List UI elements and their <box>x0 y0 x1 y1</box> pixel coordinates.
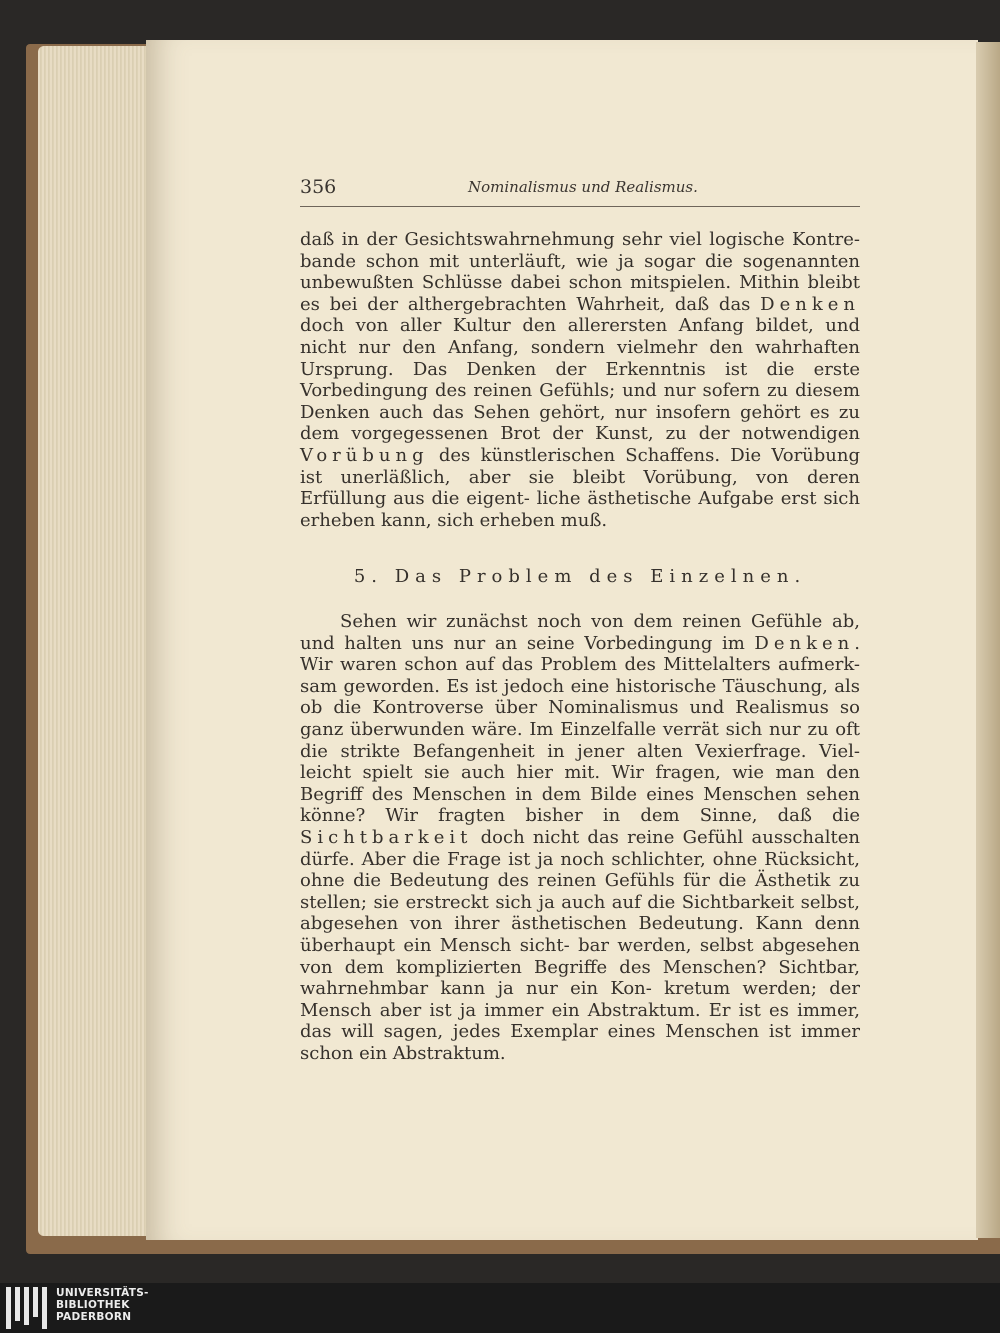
text-line: Brot der Kunst, zu der notwendigen <box>500 423 861 445</box>
text-line: doch nicht das reine Gefühl ausschalten dürfe. Aber die Frage <box>300 826 860 870</box>
text-line: des Menschen in dem Bilde eines Menschen sehen könne? <box>300 783 860 827</box>
paragraph-2 <box>300 611 860 1064</box>
emphasis-denken: Denken <box>754 632 855 654</box>
text-line: unbewußten Schlüsse dabei schon mitspielen. Mithin bleibt <box>300 272 860 294</box>
emphasis-denken: Denken <box>760 293 860 315</box>
text-line: Sehen gehört, nur insofern gehört es zu dem vorgegessenen <box>300 401 861 445</box>
text-line: leicht spielt sie auch hier mit. Wir fragen, wie man den Begriff <box>300 762 860 805</box>
library-logo-icon <box>6 1287 50 1329</box>
page-header <box>300 176 860 207</box>
text-line: als ob die Kontroverse über Nominalismus und Realismus <box>300 675 860 719</box>
text-line: sich ja auch auf die Sichtbarkeit selbst, abgesehen von ihrer <box>300 891 860 935</box>
emphasis-sichtbarkeit: Sichtbarkeit <box>300 826 473 848</box>
text-line: sam geworden. Es ist jedoch eine historische Täuschung, <box>300 675 828 697</box>
library-logo-text <box>56 1287 149 1323</box>
text-line: Das Denken der Erkenntnis ist die erste Vorbedingung des <box>300 358 860 402</box>
text-line: liche ästhetische Aufgabe erst sich erheben kann, sich erheben <box>300 488 860 531</box>
text-line: künstlerischen Schaffens. Die Vorübung ist unerläßlich, <box>300 444 860 488</box>
logo-line: PADERBORN <box>56 1311 132 1323</box>
page-number: 356 <box>300 176 337 198</box>
text-line: des Menschen? Sichtbar, wahrnehmbar kann ja nur ein Kon- <box>300 956 860 1000</box>
text-line: ist immer schon ein Abstraktum. <box>300 1021 860 1064</box>
text-line: des <box>428 444 471 466</box>
text-line: aber sie bleibt Vorübung, von deren Erfüllung aus die eigent- <box>300 466 861 510</box>
page-right-edge <box>976 42 1000 1238</box>
text-line: Wir waren schon auf das Problem des Mittelalters aufmerk- <box>300 654 860 676</box>
text-line: doch von aller Kultur den allerersten Anfang bildet, und nicht <box>300 315 860 358</box>
text-line: und halten uns nur an seine Vorbedingung im <box>300 632 755 654</box>
text-line: nur den Anfang, sondern vielmehr den wahrhaften Ursprung. <box>300 336 860 380</box>
text-line: bar werden, selbst abgesehen von dem komplizierten Begriffe <box>300 934 860 978</box>
text-line: so ganz überwunden wäre. Im Einzelfalle verrät sich nur zu <box>300 697 860 740</box>
text-line: es bei der althergebrachten Wahrheit, daß das <box>300 293 761 315</box>
text-line: Wir fragten bisher in dem Sinne, daß die <box>385 805 860 827</box>
text-line: ästhetischen Bedeutung. Kann denn überhaupt ein Mensch sicht- <box>300 913 860 956</box>
text-line: muß. <box>560 509 608 531</box>
emphasis-voruebung: Vorübung <box>300 444 429 466</box>
library-footer <box>0 1283 1000 1333</box>
text-line: ist ja noch schlichter, ohne Rücksicht, ohne die Bedeutung <box>300 848 860 892</box>
text-line: . <box>854 632 860 654</box>
text-line: bande schon mit unterläuft, wie ja sogar die sogenannten <box>300 250 860 272</box>
text-line: des reinen Gefühls für die Ästhetik zu stellen; sie erstreckt <box>300 870 860 913</box>
logo-line: UNIVERSITÄTS- <box>56 1287 149 1299</box>
paragraph-1 <box>300 229 860 531</box>
text-line: Er ist es immer, das will sagen, jedes Exemplar eines Menschen <box>300 999 860 1043</box>
logo-line: BIBLIOTHEK <box>56 1299 130 1311</box>
text-line: oft die strikte Befangenheit in jener alten Vexierfrage. Viel- <box>300 718 860 762</box>
text-line: kretum werden; der Mensch aber ist ja immer ein Abstraktum. <box>300 978 860 1021</box>
text-line: Sehen wir zunächst noch von dem reinen Gefühle ab, <box>340 611 860 632</box>
text-line: daß in der Gesichtswahrnehmung sehr viel logische Kontre- <box>300 229 860 250</box>
text-line: reinen Gefühls; und nur sofern zu diesem Denken auch das <box>300 380 860 423</box>
page-edges <box>38 46 150 1236</box>
section-heading: 5. Das Problem des Einzelnen. <box>353 566 807 587</box>
running-title: Nominalismus und Realismus. <box>468 178 698 196</box>
